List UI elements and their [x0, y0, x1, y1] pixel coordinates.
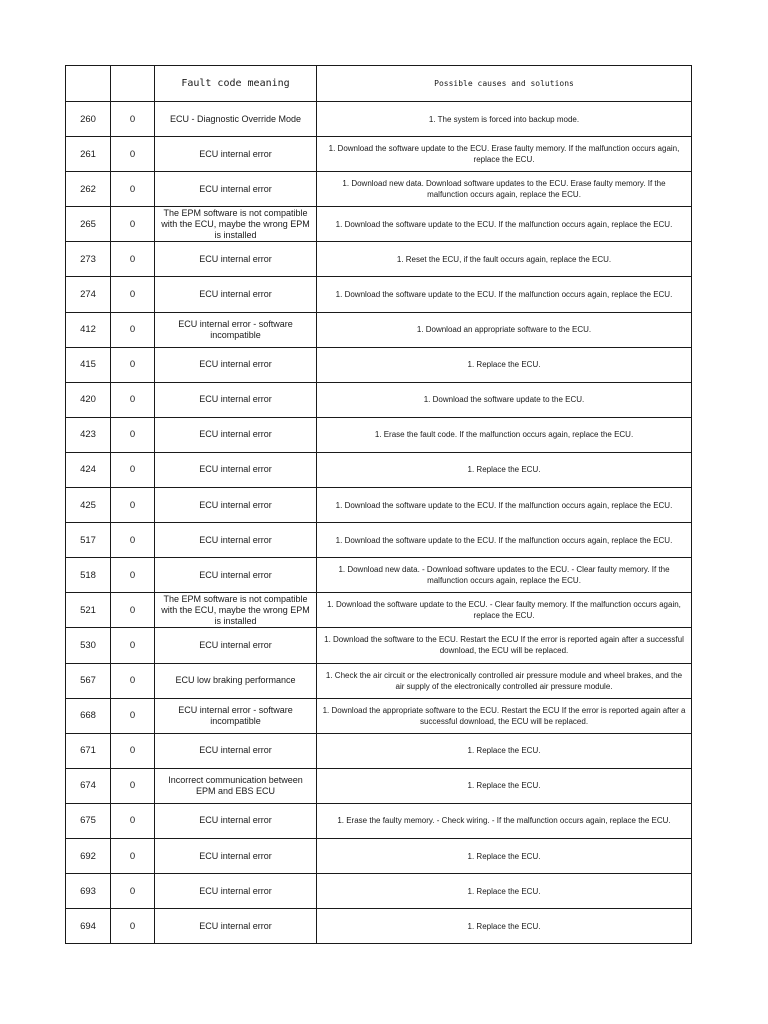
fault-meaning-cell: ECU internal error [155, 874, 317, 909]
fault-meaning-cell: ECU internal error [155, 452, 317, 487]
causes-solutions-cell: 1. Download the software update to the ECU. Erase faulty memory. If the malfunction occurs again, replace the ECU. [317, 137, 692, 172]
table-row [66, 523, 692, 558]
header-sub [111, 66, 155, 102]
fault-code-cell: 273 [66, 242, 111, 277]
sub-code-cell: 0 [111, 874, 155, 909]
causes-solutions-cell: 1. Download the software update to the ECU. - Clear faulty memory. If the malfunction occurs again, replace the ECU. [317, 593, 692, 628]
fault-code-cell: 423 [66, 417, 111, 452]
table-row [66, 698, 692, 733]
sub-code-cell: 0 [111, 347, 155, 382]
fault-code-cell: 425 [66, 488, 111, 523]
table-row [66, 102, 692, 137]
causes-solutions-cell: 1. Download the software update to the ECU. If the malfunction occurs again, replace the ECU. [317, 277, 692, 312]
header-fault-code-meaning: Fault code meaning [155, 66, 317, 102]
fault-meaning-cell: ECU internal error [155, 838, 317, 873]
table-row [66, 838, 692, 873]
fault-meaning-cell: ECU internal error [155, 242, 317, 277]
causes-solutions-cell: 1. Replace the ECU. [317, 768, 692, 803]
fault-code-table [65, 65, 692, 944]
causes-solutions-cell: 1. The system is forced into backup mode. [317, 102, 692, 137]
fault-meaning-cell: ECU internal error [155, 172, 317, 207]
header-possible-causes: Possible causes and solutions [317, 66, 692, 102]
table-row [66, 207, 692, 242]
table-row [66, 663, 692, 698]
fault-meaning-cell: ECU internal error [155, 909, 317, 944]
fault-meaning-cell: ECU internal error [155, 347, 317, 382]
fault-meaning-cell: ECU internal error [155, 558, 317, 593]
table-row [66, 874, 692, 909]
table-header [66, 66, 692, 102]
table-body [66, 102, 692, 944]
sub-code-cell: 0 [111, 593, 155, 628]
header-code [66, 66, 111, 102]
fault-code-cell: 567 [66, 663, 111, 698]
fault-code-cell: 261 [66, 137, 111, 172]
fault-meaning-cell: ECU internal error [155, 733, 317, 768]
table-row [66, 558, 692, 593]
fault-code-cell: 692 [66, 838, 111, 873]
fault-meaning-cell: ECU internal error [155, 417, 317, 452]
sub-code-cell: 0 [111, 768, 155, 803]
causes-solutions-cell: 1. Download the software to the ECU. Restart the ECU If the error is reported again after a successful download, the ECU will be replaced. [317, 628, 692, 663]
header-row [66, 66, 692, 102]
causes-solutions-cell: 1. Replace the ECU. [317, 909, 692, 944]
sub-code-cell: 0 [111, 698, 155, 733]
fault-code-cell: 674 [66, 768, 111, 803]
fault-code-cell: 671 [66, 733, 111, 768]
fault-meaning-cell: Incorrect communication between EPM and EBS ECU [155, 768, 317, 803]
table-row [66, 488, 692, 523]
causes-solutions-cell: 1. Replace the ECU. [317, 874, 692, 909]
fault-meaning-cell: ECU internal error [155, 488, 317, 523]
sub-code-cell: 0 [111, 488, 155, 523]
sub-code-cell: 0 [111, 417, 155, 452]
fault-code-cell: 530 [66, 628, 111, 663]
fault-code-cell: 262 [66, 172, 111, 207]
table-row [66, 382, 692, 417]
fault-meaning-cell: ECU low braking performance [155, 663, 317, 698]
fault-meaning-cell: ECU internal error - software incompatible [155, 312, 317, 347]
sub-code-cell: 0 [111, 663, 155, 698]
causes-solutions-cell: 1. Download the appropriate software to the ECU. Restart the ECU If the error is reported again after a successful download, the ECU will be replaced. [317, 698, 692, 733]
table-row [66, 137, 692, 172]
sub-code-cell: 0 [111, 137, 155, 172]
fault-meaning-cell: ECU internal error [155, 137, 317, 172]
table-row [66, 733, 692, 768]
sub-code-cell: 0 [111, 909, 155, 944]
causes-solutions-cell: 1. Download new data. Download software updates to the ECU. Erase faulty memory. If the malfunction occurs again, replace the ECU. [317, 172, 692, 207]
table-row [66, 803, 692, 838]
sub-code-cell: 0 [111, 628, 155, 663]
causes-solutions-cell: 1. Download new data. - Download software updates to the ECU. - Clear faulty memory. If the malfunction occurs again, replace the ECU. [317, 558, 692, 593]
sub-code-cell: 0 [111, 838, 155, 873]
table-row [66, 417, 692, 452]
sub-code-cell: 0 [111, 242, 155, 277]
fault-code-cell: 420 [66, 382, 111, 417]
fault-code-cell: 668 [66, 698, 111, 733]
fault-code-cell: 265 [66, 207, 111, 242]
sub-code-cell: 0 [111, 558, 155, 593]
table-row [66, 628, 692, 663]
table-row [66, 172, 692, 207]
sub-code-cell: 0 [111, 733, 155, 768]
fault-code-cell: 694 [66, 909, 111, 944]
fault-meaning-cell: ECU internal error - software incompatible [155, 698, 317, 733]
table-row [66, 277, 692, 312]
sub-code-cell: 0 [111, 172, 155, 207]
table-row [66, 242, 692, 277]
table-row [66, 312, 692, 347]
fault-meaning-cell: ECU - Diagnostic Override Mode [155, 102, 317, 137]
fault-code-cell: 693 [66, 874, 111, 909]
causes-solutions-cell: 1. Download the software update to the ECU. If the malfunction occurs again, replace the ECU. [317, 523, 692, 558]
causes-solutions-cell: 1. Download an appropriate software to the ECU. [317, 312, 692, 347]
sub-code-cell: 0 [111, 523, 155, 558]
fault-code-cell: 675 [66, 803, 111, 838]
fault-code-cell: 415 [66, 347, 111, 382]
causes-solutions-cell: 1. Replace the ECU. [317, 452, 692, 487]
causes-solutions-cell: 1. Download the software update to the ECU. [317, 382, 692, 417]
fault-code-cell: 518 [66, 558, 111, 593]
fault-code-cell: 424 [66, 452, 111, 487]
causes-solutions-cell: 1. Replace the ECU. [317, 838, 692, 873]
table-row [66, 768, 692, 803]
fault-code-cell: 274 [66, 277, 111, 312]
causes-solutions-cell: 1. Erase the fault code. If the malfunction occurs again, replace the ECU. [317, 417, 692, 452]
sub-code-cell: 0 [111, 312, 155, 347]
causes-solutions-cell: 1. Erase the faulty memory. - Check wiring. - If the malfunction occurs again, replace the ECU. [317, 803, 692, 838]
table-row [66, 452, 692, 487]
causes-solutions-cell: 1. Replace the ECU. [317, 347, 692, 382]
fault-meaning-cell: ECU internal error [155, 628, 317, 663]
fault-code-cell: 260 [66, 102, 111, 137]
table-row [66, 347, 692, 382]
table-row [66, 909, 692, 944]
causes-solutions-cell: 1. Check the air circuit or the electronically controlled air pressure module and wheel brakes, and the air supply of the electronically controlled air pressure module. [317, 663, 692, 698]
sub-code-cell: 0 [111, 277, 155, 312]
sub-code-cell: 0 [111, 803, 155, 838]
fault-code-cell: 517 [66, 523, 111, 558]
fault-meaning-cell: ECU internal error [155, 803, 317, 838]
fault-meaning-cell: ECU internal error [155, 523, 317, 558]
fault-code-cell: 412 [66, 312, 111, 347]
fault-code-cell: 521 [66, 593, 111, 628]
sub-code-cell: 0 [111, 452, 155, 487]
causes-solutions-cell: 1. Replace the ECU. [317, 733, 692, 768]
causes-solutions-cell: 1. Reset the ECU, if the fault occurs again, replace the ECU. [317, 242, 692, 277]
fault-meaning-cell: The EPM software is not compatible with the ECU, maybe the wrong EPM is installed [155, 593, 317, 628]
sub-code-cell: 0 [111, 207, 155, 242]
table-row [66, 593, 692, 628]
causes-solutions-cell: 1. Download the software update to the ECU. If the malfunction occurs again, replace the ECU. [317, 488, 692, 523]
fault-meaning-cell: ECU internal error [155, 277, 317, 312]
causes-solutions-cell: 1. Download the software update to the ECU. If the malfunction occurs again, replace the ECU. [317, 207, 692, 242]
sub-code-cell: 0 [111, 382, 155, 417]
sub-code-cell: 0 [111, 102, 155, 137]
fault-meaning-cell: The EPM software is not compatible with the ECU, maybe the wrong EPM is installed [155, 207, 317, 242]
fault-meaning-cell: ECU internal error [155, 382, 317, 417]
